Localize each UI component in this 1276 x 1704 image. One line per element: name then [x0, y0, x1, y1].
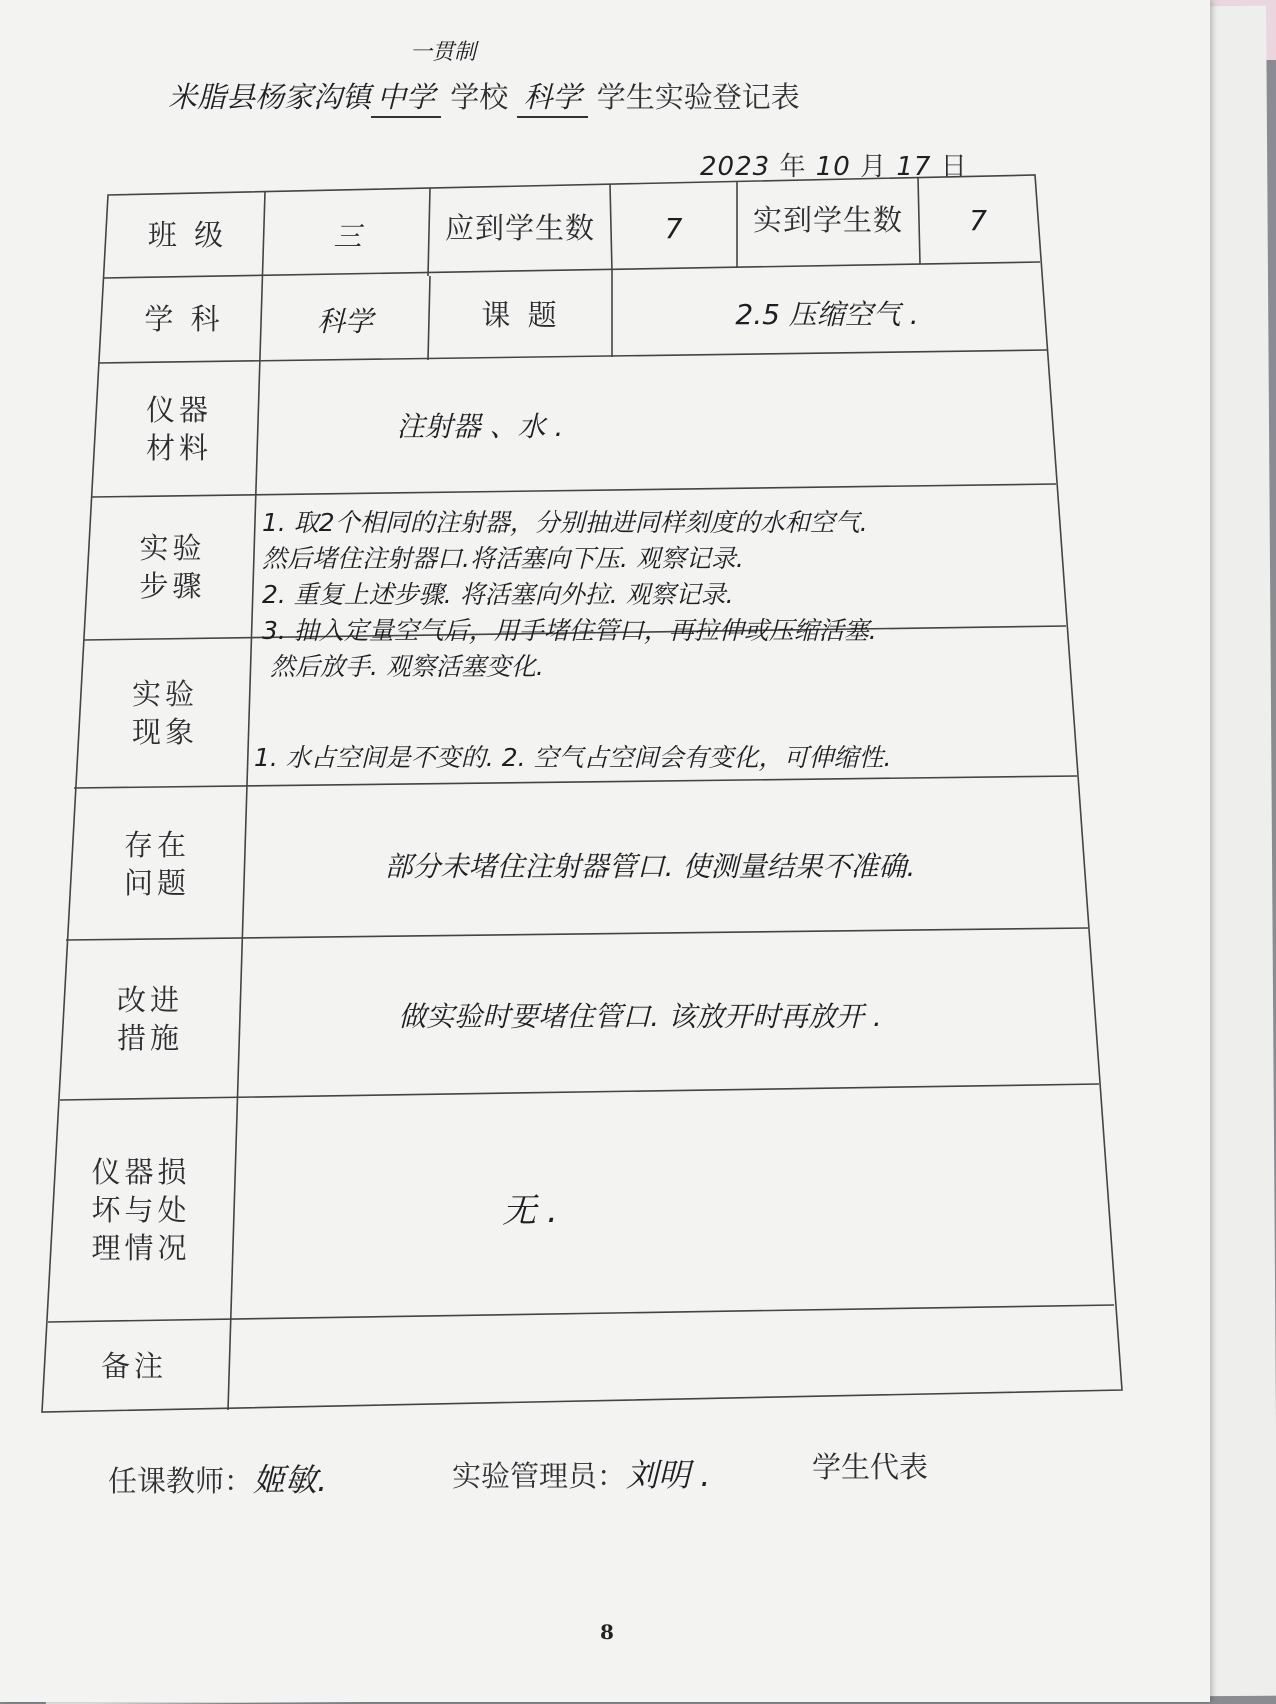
problems-label: 存在 问题	[123, 828, 190, 900]
expected-students-label: 应到学生数	[444, 211, 595, 246]
day-label: 日	[940, 152, 968, 182]
improvements-value: 做实验时要堵住管口. 该放开时再放开 .	[398, 1000, 882, 1033]
step-line: 3. 抽入定量空气后，用手堵住管口，再拉伸或压缩活塞.	[262, 616, 877, 645]
subject-handwritten: 科学	[517, 75, 587, 118]
admin-signature: 刘明 .	[626, 1456, 711, 1494]
expected-students-value: 7	[664, 211, 683, 245]
topic-label: 课 题	[481, 298, 561, 333]
materials-value: 注射器 、水 .	[396, 410, 564, 443]
teacher-signature: 姬敏.	[253, 1461, 328, 1499]
topic-value: 2.5 压缩空气 .	[735, 298, 919, 331]
admin-label: 实验管理员：	[452, 1459, 627, 1493]
year-label: 年	[779, 152, 807, 182]
admin-signature-line	[452, 1450, 710, 1496]
teacher-signature-line	[108, 1455, 327, 1501]
step-line: 1. 取2个相同的注射器，分别抽进同样刻度的水和空气.	[262, 508, 868, 537]
phenomena-value: 1. 水占空间是不变的. 2. 空气占空间会有变化，可伸缩性.	[254, 743, 892, 772]
subject-value: 科学	[316, 305, 373, 338]
step-line: 然后放手. 观察活塞变化.	[270, 652, 544, 681]
school-name: 中学	[371, 75, 441, 118]
improvements-label: 改进 措施	[116, 983, 183, 1055]
form-title: 学生实验登记表	[596, 80, 800, 114]
school-insert-note: 一贯制	[410, 40, 477, 65]
county-school-prefix: 米脂县杨家沟镇	[168, 80, 372, 114]
date-day: 17	[896, 152, 932, 182]
phenomena-label: 实验 现象	[131, 677, 198, 749]
materials-label: 仪器 材料	[145, 393, 212, 465]
subject-label: 学 科	[144, 302, 224, 337]
month-label: 月	[860, 152, 888, 182]
date-year: 2023	[700, 152, 771, 182]
problems-value: 部分未堵住注射器管口. 使测量结果不准确.	[384, 850, 916, 883]
actual-students-label: 实到学生数	[752, 203, 903, 238]
class-value: 三	[333, 220, 362, 253]
page-number: 8	[600, 1620, 614, 1644]
class-label: 班 级	[147, 218, 228, 253]
damage-label: 仪器损 坏与处 理情况	[91, 1155, 191, 1265]
step-line: 2. 重复上述步骤. 将活塞向外拉. 观察记录.	[262, 580, 734, 609]
teacher-label: 任课教师：	[108, 1464, 254, 1498]
damage-value: 无 .	[502, 1191, 558, 1231]
school-suffix: 学校	[450, 80, 509, 114]
step-line: 然后堵住注射器口.将活塞向下压. 观察记录.	[262, 544, 744, 573]
student-representative-label: 学生代表	[812, 1450, 929, 1484]
steps-list	[262, 505, 877, 685]
date-month: 10	[815, 152, 851, 182]
notes-label: 备注	[100, 1349, 167, 1384]
actual-students-value: 7	[969, 203, 987, 237]
notes-value	[230, 1315, 1110, 1405]
steps-label: 实验 步骤	[139, 531, 206, 603]
